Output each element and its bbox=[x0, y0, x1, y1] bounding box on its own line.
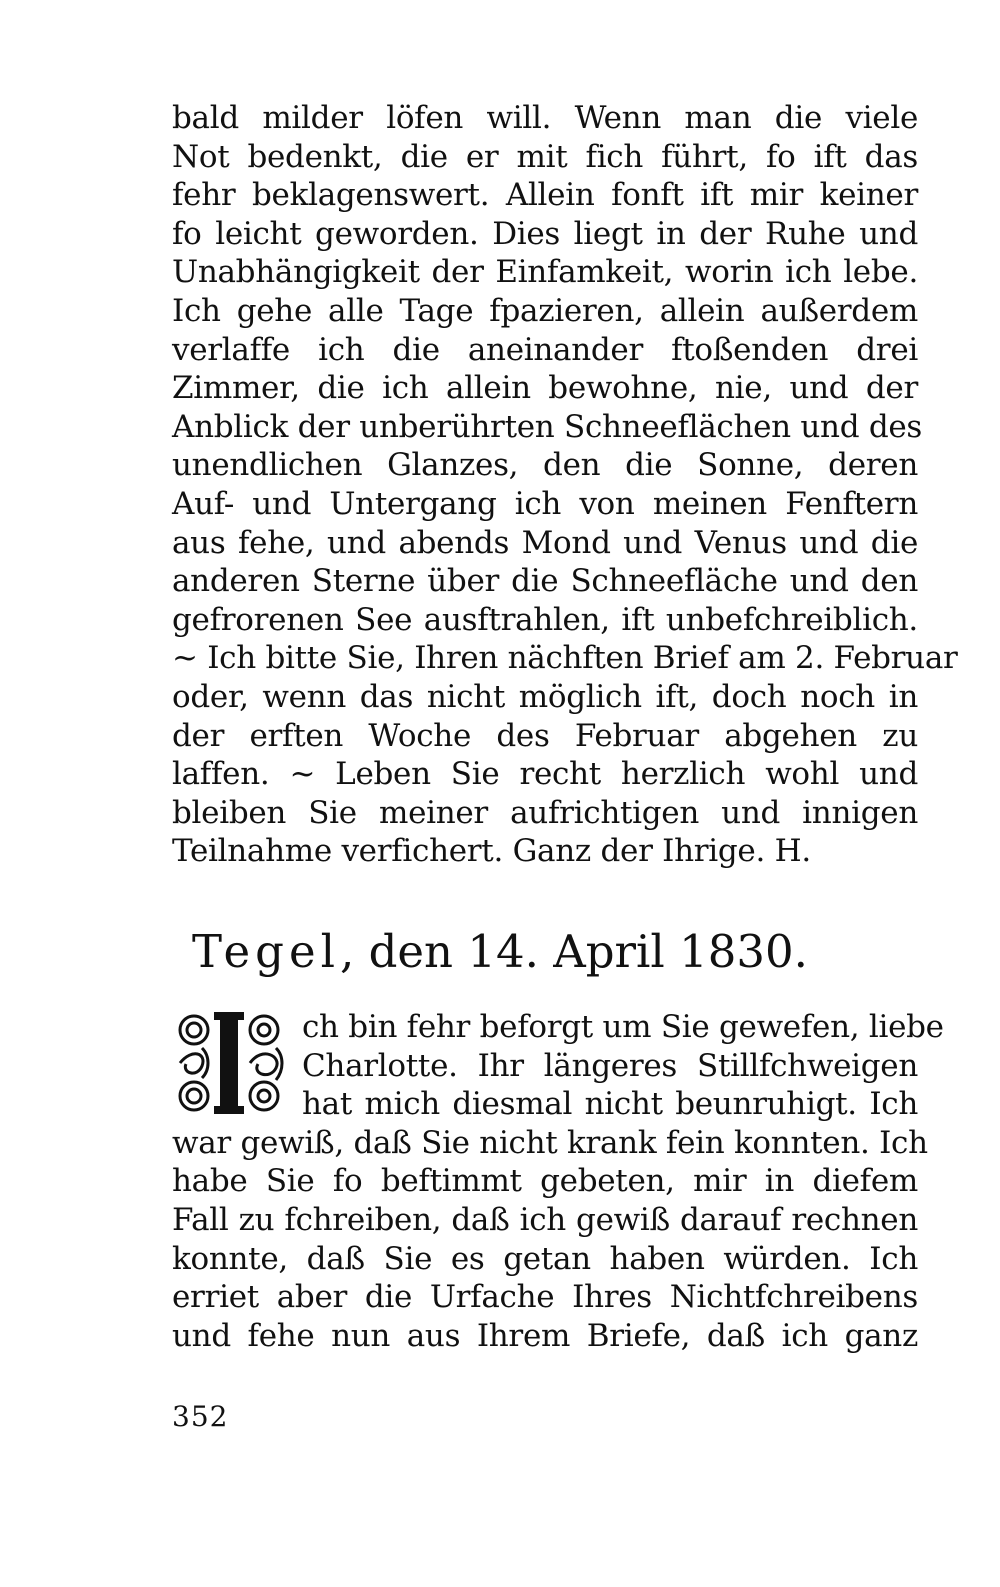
page-number: 352 bbox=[172, 1400, 229, 1433]
text-line: war gewiß, daß Sie nicht krank fein konnten. Ich bbox=[172, 1124, 928, 1161]
text-line: hat mich diesmal nicht beunruhigt. Ich bbox=[302, 1086, 918, 1123]
text-line: bald milder löfen will. Wenn man die viele bbox=[172, 100, 918, 136]
text-line: der erften Woche des Februar abgehen zu bbox=[172, 717, 918, 754]
text-line: Teilnahme verfichert. Ganz der Ihrige. H. bbox=[172, 833, 811, 870]
text-line: laffen. ~ Leben Sie recht herzlich wohl und bbox=[172, 756, 918, 793]
text-line: Anblick der unberührten Schneeflächen und des bbox=[172, 408, 923, 445]
heading-place: Tegel bbox=[192, 925, 341, 978]
heading-date: , den 14. April 1830. bbox=[340, 925, 808, 978]
text-line: ch bin fehr beforgt um Sie gewefen, liebe bbox=[302, 1009, 944, 1045]
text-line: bleiben Sie meiner aufrichtigen und innigen bbox=[172, 794, 918, 831]
text-line: erriet aber die Urfache Ihres Nichtfchreibens bbox=[172, 1279, 918, 1316]
text-line: fehr beklagenswert. Allein fonft ift mir keiner bbox=[172, 177, 918, 214]
text-line: Fall zu fchreiben, daß ich gewiß darauf rechnen bbox=[172, 1201, 918, 1238]
letter-text-second bbox=[172, 1008, 944, 1355]
text-line: Not bedenkt, die er mit fich führt, fo ift das bbox=[172, 138, 918, 175]
text-line: aus fehe, und abends Mond und Venus und die bbox=[172, 524, 918, 561]
text-line: Auf- und Untergang ich von meinen Fenftern bbox=[172, 485, 918, 522]
text-line: oder, wenn das nicht möglich ift, doch noch in bbox=[172, 678, 918, 715]
text-line: konnte, daß Sie es getan haben würden. Ich bbox=[172, 1240, 918, 1277]
letter-text-first bbox=[172, 99, 958, 871]
text-line: habe Sie fo beftimmt gebeten, mir in diefem bbox=[172, 1163, 918, 1200]
letter-heading bbox=[0, 922, 1000, 982]
text-line: ~ Ich bitte Sie, Ihren nächften Brief am 2. Februar bbox=[172, 640, 958, 677]
text-line: Unabhängigkeit der Einfamkeit, worin ich lebe. bbox=[172, 254, 918, 291]
text-line: und fehe nun aus Ihrem Briefe, daß ich ganz bbox=[172, 1317, 918, 1354]
text-line: verlaffe ich die aneinander ftoßenden drei bbox=[172, 331, 918, 368]
text-line: Zimmer, die ich allein bewohne, nie, und der bbox=[172, 370, 918, 407]
text-line: fo leicht geworden. Dies liegt in der Ruhe und bbox=[172, 215, 918, 252]
text-line: Charlotte. Ihr längeres Stillfchweigen bbox=[302, 1047, 918, 1084]
text-line: anderen Sterne über die Schneefläche und den bbox=[172, 563, 918, 600]
text-line: Ich gehe alle Tage fpazieren, allein außerdem bbox=[172, 292, 918, 329]
text-line: unendlichen Glanzes, den die Sonne, deren bbox=[172, 447, 918, 484]
text-line: gefrorenen See ausftrahlen, ift unbefchreiblich. bbox=[172, 601, 918, 638]
